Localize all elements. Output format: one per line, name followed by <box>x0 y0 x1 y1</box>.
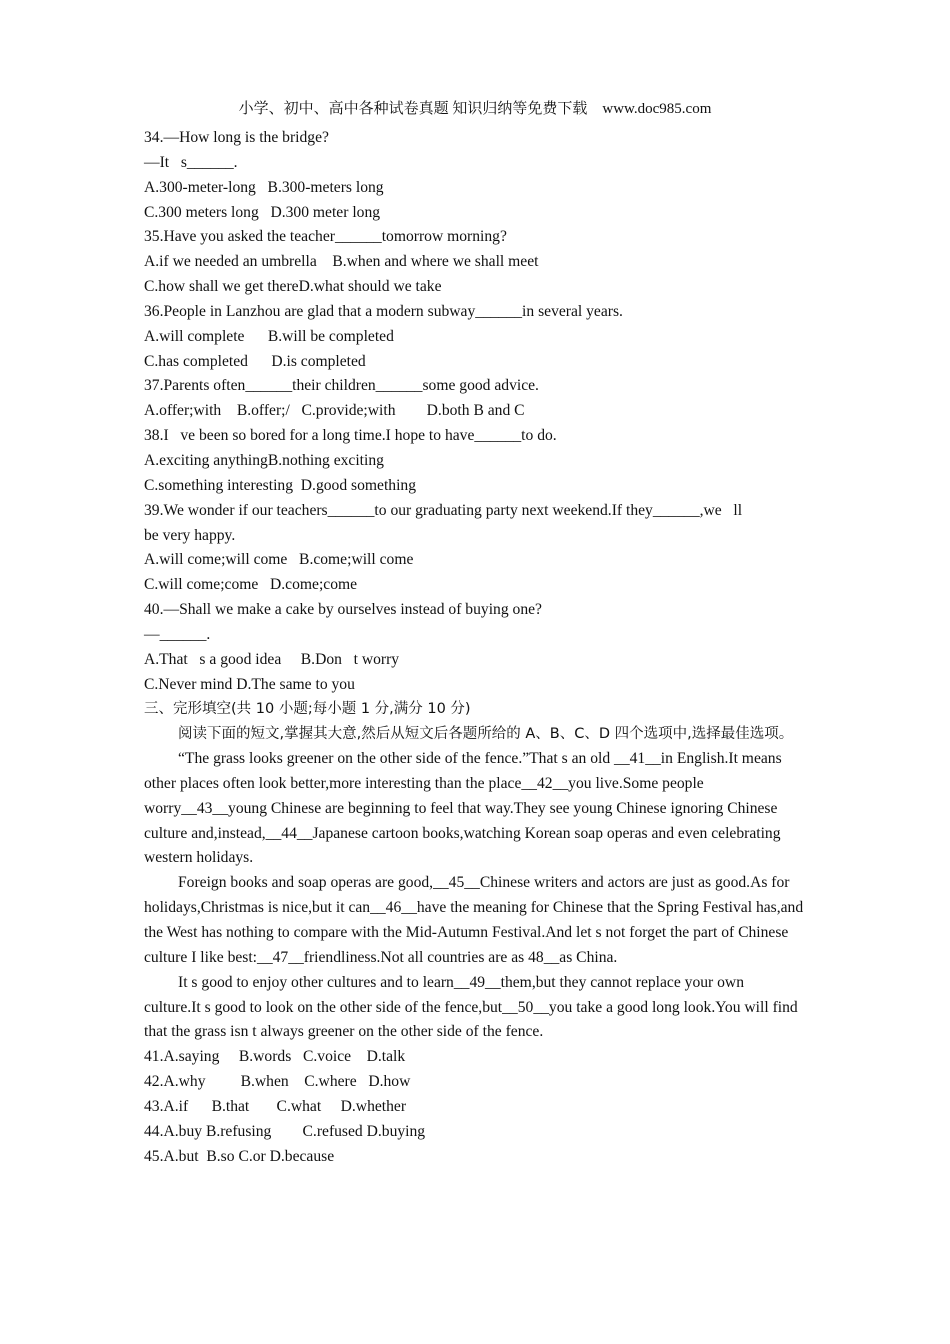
option-line: 45.A.but B.so C.or D.because <box>144 1147 335 1165</box>
question-line: 36.People in Lanzhou are glad that a modern subway______in several years. <box>144 302 623 320</box>
question-line: A.will come;will come B.come;will come <box>144 551 414 569</box>
option-line: 44.A.buy B.refusing C.refused D.buying <box>144 1122 426 1140</box>
section-instruction: 阅读下面的短文,掌握其大意,然后从短文后各题所给的 A、B、C、D 四个选项中,选择最佳选项。 <box>178 726 794 743</box>
question-line: be very happy. <box>144 526 236 544</box>
question-line: A.will complete B.will be completed <box>144 327 394 345</box>
question-line: C.has completed D.is completed <box>144 352 366 370</box>
question-line: 37.Parents often______their children______some good advice. <box>144 377 539 395</box>
exam-content <box>144 126 804 1169</box>
passage-paragraph: It s good to enjoy other cultures and to learn__49__them,but they cannot replace your own culture.It s good to look on the other side of the fence,but__50__you take a good long look.You will find that the grass isn t always greener on the other side of the fence. <box>144 973 798 1041</box>
question-line: 38.I ve been so bored for a long time.I hope to have______to do. <box>144 427 557 445</box>
option-line: 41.A.saying B.words C.voice D.talk <box>144 1048 406 1066</box>
question-line: C.how shall we get thereD.what should we take <box>144 278 442 296</box>
question-line: A.exciting anythingB.nothing exciting <box>144 451 384 469</box>
question-line: 34.—How long is the bridge? <box>144 129 329 146</box>
question-line: C.will come;come D.come;come <box>144 576 358 594</box>
question-line: —It s______. <box>144 153 238 171</box>
question-line: 40.—Shall we make a cake by ourselves instead of buying one? <box>144 601 542 619</box>
passage-paragraph: “The grass looks greener on the other side of the fence.”That s an old __41__in English.It means other places often look better,more interesting than the place__42__you live.Some people worry__43__young Chinese are beginning to feel that way.They see young Chinese ignoring Chinese culture and,instead,__44__Japanese cartoon books,watching Korean soap operas and even celebrating western holidays. <box>144 750 782 867</box>
question-line: A.offer;with B.offer;/ C.provide;with D.both B and C <box>144 402 525 420</box>
passage-paragraph: Foreign books and soap operas are good,__45__Chinese writers and actors are just as good.As for holidays,Christmas is nice,but it can__46__have the meaning for Chinese that the Spring Festival has,and the West has nothing to compare with the Mid-Autumn Festival.And let s not forget the part of Chinese culture I like best:__47__friendliness.Not all countries are as 48__as China. <box>144 874 804 966</box>
option-line: 42.A.why B.when C.where D.how <box>144 1073 411 1091</box>
question-line: A.300-meter-long B.300-meters long <box>144 178 384 196</box>
option-line: 43.A.if B.that C.what D.whether <box>144 1097 407 1115</box>
section-title: 三、完形填空(共 10 小题;每小题 1 分,满分 10 分) <box>144 701 471 718</box>
question-line: C.300 meters long D.300 meter long <box>144 203 381 221</box>
question-line: —______. <box>144 625 211 643</box>
question-line: A.if we needed an umbrella B.when and where we shall meet <box>144 253 539 271</box>
page-header: 小学、初中、高中各种试卷真题 知识归纳等免费下载 www.doc985.com <box>238 101 712 117</box>
question-line: A.That s a good idea B.Don t worry <box>144 650 400 668</box>
question-line: C.something interesting D.good something <box>144 476 417 494</box>
question-line: 39.We wonder if our teachers______to our graduating party next weekend.If they______,we ll <box>144 501 743 519</box>
question-line: C.Never mind D.The same to you <box>144 675 355 693</box>
question-line: 35.Have you asked the teacher______tomorrow morning? <box>144 228 507 246</box>
